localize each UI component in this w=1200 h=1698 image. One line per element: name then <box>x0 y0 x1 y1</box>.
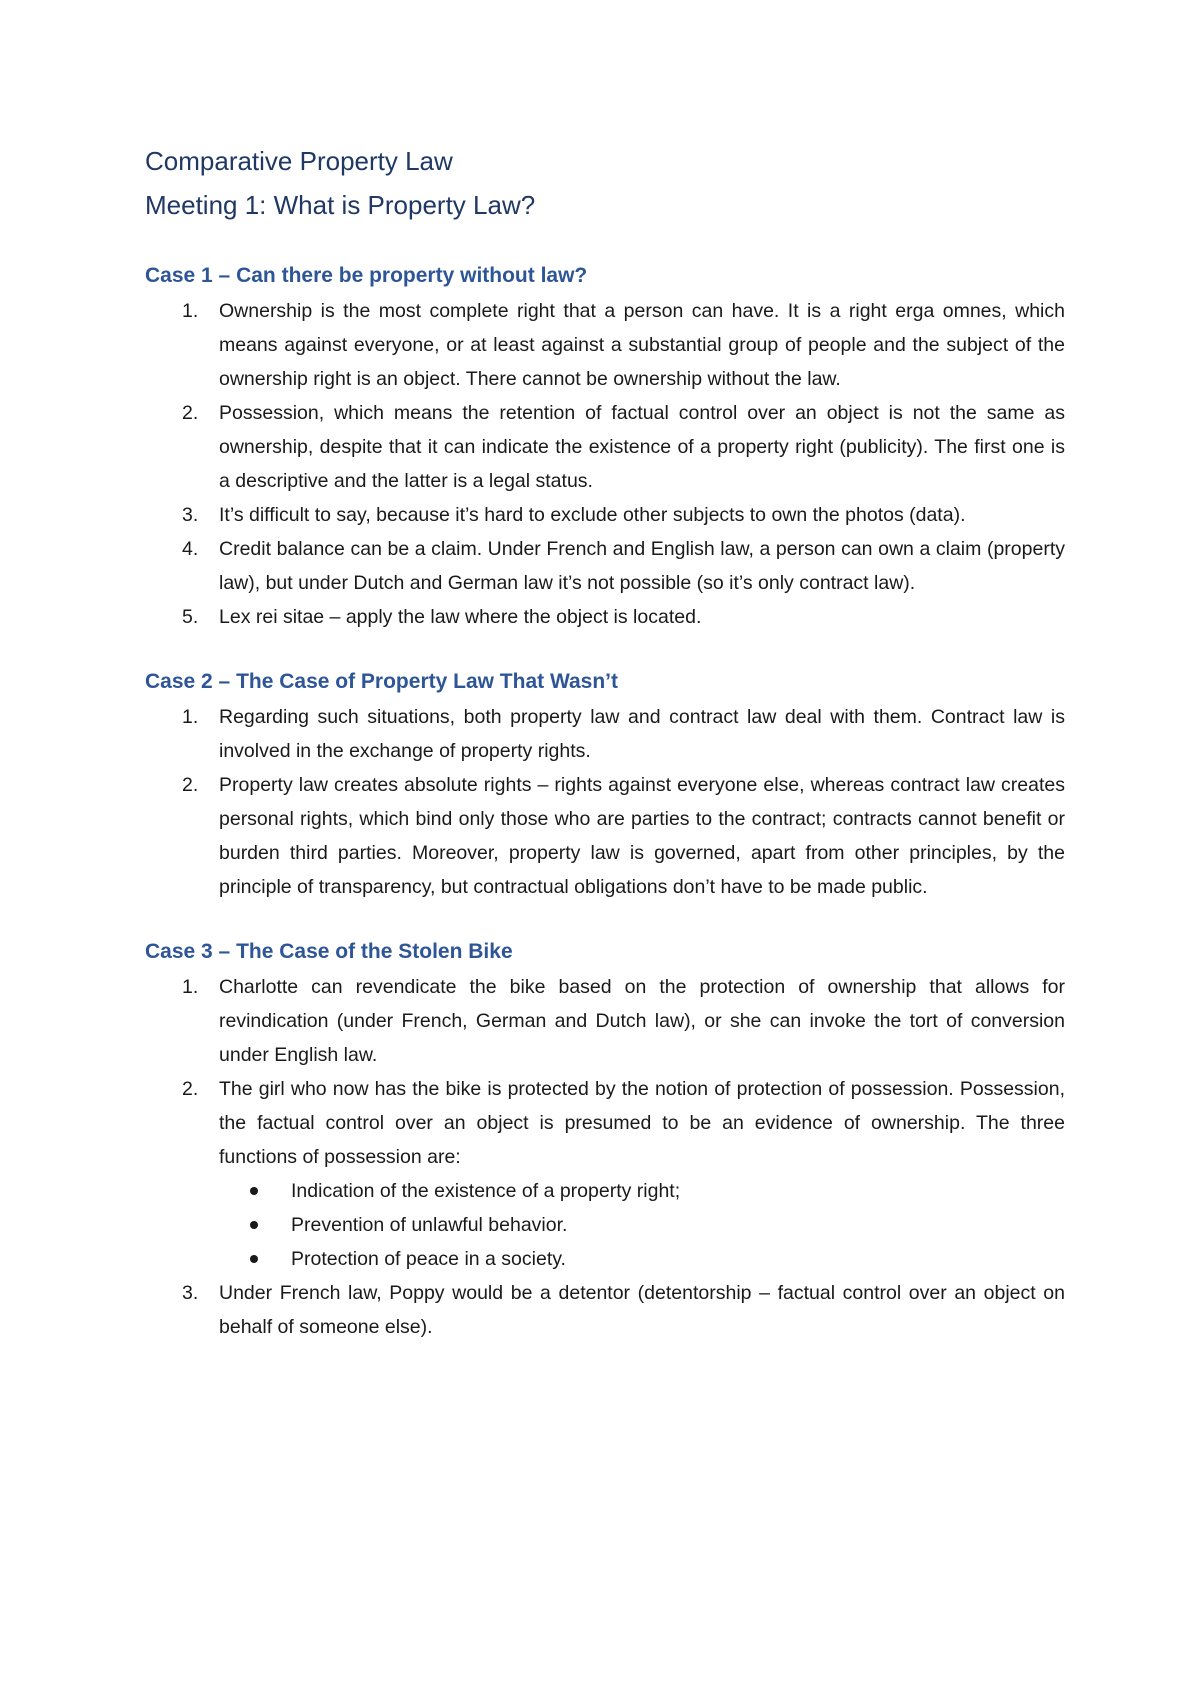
case-2-answers <box>145 700 1065 904</box>
document-subtitle: Meeting 1: What is Property Law? <box>145 190 536 220</box>
list-text: Credit balance can be a claim. Under French and English law, a person can own a claim (property law), but under Dutch and German law it’s not possible (so it’s only contract law). <box>219 538 1065 594</box>
case-1-heading: Case 1 – Can there be property without law? <box>145 264 588 287</box>
bullet-icon <box>250 1255 258 1263</box>
list-text: Under French law, Poppy would be a detentor (detentorship – factual control over an object on behalf of someone else). <box>219 1282 1065 1338</box>
list-text: Charlotte can revendicate the bike based on the protection of ownership that allows for revindication (under French, German and Dutch law), or she can invoke the tort of conversion under English law. <box>219 976 1065 1066</box>
case-3-answers <box>145 970 1065 1344</box>
list-text: Lex rei sitae – apply the law where the object is located. <box>219 606 702 628</box>
list-text: Ownership is the most complete right that a person can have. It is a right erga omnes, which means against everyone, or at least against a substantial group of people and the subject of the ownership right is an object. There cannot be ownership without the law. <box>219 300 1065 390</box>
list-item <box>145 294 1065 396</box>
list-item <box>145 498 1065 532</box>
list-number: 2. <box>182 1078 199 1100</box>
list-number: 1. <box>182 706 199 728</box>
list-text: Possession, which means the retention of factual control over an object is not the same as ownership, despite that it can indicate the existence of a property right (publicity). The first one is a descriptive and the latter is a legal status. <box>219 402 1065 492</box>
list-item <box>145 970 1065 1072</box>
case-2-section <box>145 668 1065 904</box>
case-3-section <box>145 938 1065 1344</box>
case-1-answers <box>145 294 1065 634</box>
list-number: 1. <box>182 976 199 998</box>
list-item <box>145 1276 1065 1344</box>
list-number: 3. <box>182 504 199 526</box>
list-number: 3. <box>182 1282 199 1304</box>
bullet-icon <box>250 1187 258 1195</box>
case-1-section <box>145 262 1065 634</box>
list-text: Property law creates absolute rights – rights against everyone else, whereas contract law creates personal rights, which bind only those who are parties to the contract; contracts cannot benefit or burden third parties. Moreover, property law is governed, apart from other principles, by the principle of transparency, but contractual obligations don’t have to be made public. <box>219 774 1065 898</box>
bullet-text: Prevention of unlawful behavior. <box>291 1214 568 1236</box>
list-number: 4. <box>182 538 199 560</box>
case-2-heading: Case 2 – The Case of Property Law That Wasn’t <box>145 670 619 693</box>
list-item <box>145 600 1065 634</box>
case-3-heading: Case 3 – The Case of the Stolen Bike <box>145 940 513 963</box>
list-number: 1. <box>182 300 199 322</box>
list-item <box>145 396 1065 498</box>
list-number: 2. <box>182 774 199 796</box>
list-item <box>145 532 1065 600</box>
list-number: 5. <box>182 606 199 628</box>
bullet-icon <box>250 1221 258 1229</box>
list-number: 2. <box>182 402 199 424</box>
list-text: The girl who now has the bike is protected by the notion of protection of possession. Possession, the factual control over an object is presumed to be an evidence of ownership. The three functions of possession are: <box>219 1078 1065 1168</box>
bullet-item <box>219 1242 1065 1276</box>
possession-functions-list <box>219 1174 1065 1276</box>
list-text: It’s difficult to say, because it’s hard to exclude other subjects to own the photos (data). <box>219 504 966 526</box>
document-title: Comparative Property Law <box>145 146 453 176</box>
bullet-item <box>219 1174 1065 1208</box>
document-body <box>145 144 1065 1344</box>
bullet-text: Protection of peace in a society. <box>291 1248 566 1270</box>
list-item <box>145 768 1065 904</box>
bullet-item <box>219 1208 1065 1242</box>
list-item <box>145 1072 1065 1276</box>
list-text: Regarding such situations, both property law and contract law deal with them. Contract law is involved in the exchange of property rights. <box>219 706 1065 762</box>
bullet-text: Indication of the existence of a property right; <box>291 1180 681 1202</box>
list-item <box>145 700 1065 768</box>
